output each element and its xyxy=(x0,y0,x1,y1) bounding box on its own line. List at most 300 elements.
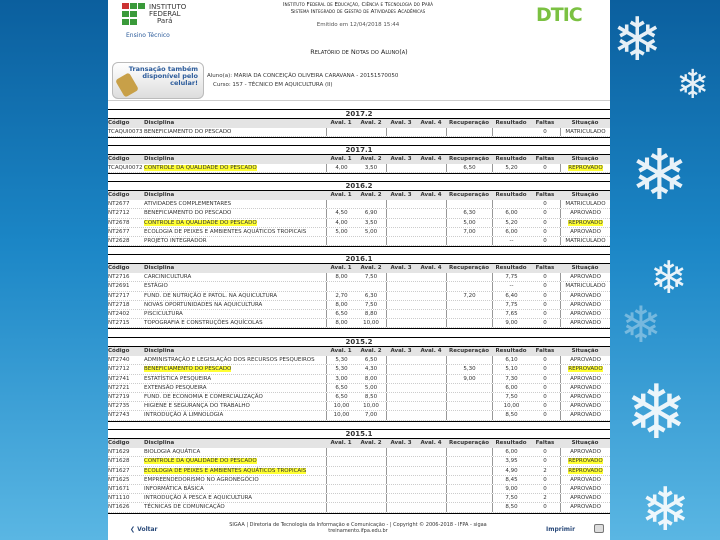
column-header: Situação xyxy=(571,192,599,198)
cell-status: APROVADO xyxy=(560,411,610,419)
highlight: ECOLOGIA DE PEIXES E AMBIENTES AQUÁTICOS TROPICAIS xyxy=(144,467,307,474)
cell-result: 8,50 xyxy=(492,503,530,511)
cell-aval4 xyxy=(416,384,446,392)
cell-aval1: 8,00 xyxy=(326,273,356,281)
cell-discipline: FUND. DE NUTRIÇÃO E PATOL. NA AQUICULTURA xyxy=(144,292,277,299)
cell-absences: 0 xyxy=(543,504,547,511)
banner-text: Transação também disponível pelo celular! xyxy=(128,65,198,87)
table-row xyxy=(108,228,610,237)
course-name: Curso: 157 - TÉCNICO EM AQUICULTURA (II) xyxy=(213,82,333,88)
cell-code: NT2717 xyxy=(108,292,130,299)
cell-aval2: 10,00 xyxy=(363,320,379,327)
cell-discipline: INTRODUÇÃO À LIMNOLOGIA xyxy=(144,412,224,419)
column-header: Aval. 4 xyxy=(420,120,442,126)
print-button[interactable]: Imprimir xyxy=(546,526,576,533)
semester-title: 2016.2 xyxy=(108,181,610,191)
cell-code: NT1629 xyxy=(108,449,130,456)
cell-aval2: 3,50 xyxy=(364,219,378,226)
table-row xyxy=(108,384,610,393)
cell-absences: 0 xyxy=(543,210,547,217)
cell-aval1: 10,00 xyxy=(326,402,356,410)
cell-aval1 xyxy=(326,485,356,493)
cell-discipline: BIOLOGIA AQUÁTICA xyxy=(144,449,201,456)
table-end xyxy=(108,173,610,174)
cell-aval4 xyxy=(416,164,446,172)
highlight: REPROVADO xyxy=(568,366,603,373)
cell-aval3 xyxy=(386,164,416,172)
column-header: Aval. 3 xyxy=(390,120,412,126)
cell-aval3 xyxy=(386,219,416,227)
table-header xyxy=(108,439,610,448)
cell-result: 9,00 xyxy=(492,319,530,327)
cell-aval2: 8,50 xyxy=(364,393,378,400)
cell-result: 6,00 xyxy=(492,228,530,236)
column-header: Resultado xyxy=(495,156,527,162)
cell-aval2 xyxy=(356,503,386,511)
cell-aval4 xyxy=(416,310,446,318)
cell-recovery: 5,30 xyxy=(446,365,492,373)
snowflake-icon: ❄ xyxy=(612,5,663,75)
cell-aval4 xyxy=(416,476,446,484)
semester-table xyxy=(108,429,610,514)
cell-result: 5,20 xyxy=(492,219,530,227)
cell-status: APROVADO xyxy=(560,228,610,236)
column-header: Situação xyxy=(571,156,599,162)
cell-recovery xyxy=(446,448,492,456)
table-end xyxy=(108,137,610,138)
cell-result: 8,45 xyxy=(492,476,530,484)
cell-aval3 xyxy=(386,209,416,217)
cell-aval1 xyxy=(326,237,356,245)
table-row xyxy=(108,485,610,494)
report-title: Relatório de Notas do Aluno(a) xyxy=(310,48,408,56)
highlight: CONTROLE DA QUALIDADE DO PESCADO xyxy=(144,165,257,172)
column-header: Disciplina xyxy=(144,156,175,162)
cell-result: 9,00 xyxy=(492,485,530,493)
table-row xyxy=(108,393,610,402)
highlight: BENEFICIAMENTO DO PESCADO xyxy=(144,366,232,373)
column-header: Resultado xyxy=(495,265,527,271)
cell-recovery xyxy=(446,301,492,309)
cell-aval3 xyxy=(386,467,416,475)
highlight: REPROVADO xyxy=(568,458,603,465)
cell-result: -- xyxy=(492,282,530,290)
cell-code: NT2735 xyxy=(108,403,130,410)
cell-aval2 xyxy=(356,282,386,290)
cell-aval2 xyxy=(356,448,386,456)
cell-aval2 xyxy=(356,476,386,484)
highlight: CONTROLE DA QUALIDADE DO PESCADO xyxy=(144,219,257,226)
cell-result: 8,50 xyxy=(492,411,530,419)
cell-aval2: 7,00 xyxy=(364,412,378,419)
cell-result: 6,00 xyxy=(492,209,530,217)
cell-absences: 0 xyxy=(543,393,547,400)
phone-icon xyxy=(115,72,139,97)
snowflake-icon: ❄ xyxy=(630,134,689,216)
cell-discipline: BENEFICIAMENTO DO PESCADO xyxy=(144,210,232,217)
cell-absences: 0 xyxy=(543,357,547,364)
cell-status xyxy=(560,365,610,373)
cell-code: NT1625 xyxy=(108,476,130,483)
cell-code: TCAQUI0073 xyxy=(108,129,143,136)
highlight: REPROVADO xyxy=(568,165,603,172)
cell-aval1: 4,00 xyxy=(326,164,356,172)
cell-aval1: 4,50 xyxy=(326,209,356,217)
cell-recovery: 9,00 xyxy=(446,375,492,383)
cell-aval2: 8,00 xyxy=(364,375,378,382)
cell-aval1: 6,50 xyxy=(326,393,356,401)
cell-aval1 xyxy=(326,476,356,484)
cell-code: NT2741 xyxy=(108,375,130,382)
cell-aval3 xyxy=(386,128,416,136)
table-header xyxy=(108,119,610,128)
highlight: REPROVADO xyxy=(568,219,603,226)
cell-absences: 0 xyxy=(543,201,547,208)
cell-discipline: BENEFICIAMENTO DO PESCADO xyxy=(144,129,232,136)
column-header: Resultado xyxy=(495,348,527,354)
cell-status xyxy=(560,219,610,227)
cell-discipline: ESTATÍSTICA PESQUEIRA xyxy=(144,375,212,382)
cell-aval3 xyxy=(386,393,416,401)
column-header: Disciplina xyxy=(144,440,175,446)
cell-status: APROVADO xyxy=(560,292,610,300)
cell-aval3 xyxy=(386,292,416,300)
cell-code: NT2677 xyxy=(108,201,130,208)
cell-status: APROVADO xyxy=(560,273,610,281)
column-header: Aval. 1 xyxy=(330,156,352,162)
snowflake-icon: ❄ xyxy=(676,62,710,108)
cell-recovery: 6,30 xyxy=(446,209,492,217)
column-header: Aval. 4 xyxy=(420,192,442,198)
cell-recovery: 6,50 xyxy=(446,164,492,172)
cell-absences: 0 xyxy=(543,237,547,244)
cell-code: NT2740 xyxy=(108,357,130,364)
cell-discipline: EXTENSÃO PESQUEIRA xyxy=(144,384,207,391)
cell-discipline: FUND. DE ECONOMIA E COMERCIALIZAÇÃO xyxy=(144,393,263,400)
column-header: Código xyxy=(108,120,130,126)
cell-aval4 xyxy=(416,448,446,456)
cell-absences: 0 xyxy=(543,403,547,410)
cell-absences: 2 xyxy=(543,467,547,474)
column-header: Recuperação xyxy=(449,120,489,126)
column-header: Recuperação xyxy=(449,192,489,198)
cell-aval2 xyxy=(356,237,386,245)
column-header: Aval. 1 xyxy=(330,120,352,126)
cell-discipline: TÉCNICAS DE COMUNICAÇÃO xyxy=(144,504,225,511)
cell-aval2: 8,80 xyxy=(364,310,378,317)
semester-title: 2015.1 xyxy=(108,429,610,439)
cell-code: NT1627 xyxy=(108,467,130,474)
footer-host: treinamento.ifpa.edu.br xyxy=(328,528,388,534)
divider xyxy=(108,100,610,101)
dtic-logo: DTIC xyxy=(536,4,582,26)
cell-result: 6,40 xyxy=(492,292,530,300)
cell-aval3 xyxy=(386,319,416,327)
cell-discipline: INTRODUÇÃO À PESCA E AQUICULTURA xyxy=(144,495,253,502)
cell-absences: 0 xyxy=(543,449,547,456)
cell-recovery xyxy=(446,384,492,392)
cell-status: APROVADO xyxy=(560,448,610,456)
column-header: Aval. 3 xyxy=(390,192,412,198)
cell-recovery xyxy=(446,402,492,410)
cell-absences: 0 xyxy=(543,301,547,308)
cell-aval1: 2,70 xyxy=(326,292,356,300)
column-header: Aval. 2 xyxy=(360,192,382,198)
cell-aval3 xyxy=(386,503,416,511)
cell-aval1 xyxy=(326,467,356,475)
cell-discipline xyxy=(144,467,326,475)
table-row xyxy=(108,164,610,173)
table-row xyxy=(108,375,610,384)
semester-title: 2016.1 xyxy=(108,254,610,264)
cell-code: NT2716 xyxy=(108,274,130,281)
cell-aval1: 6,50 xyxy=(326,384,356,392)
cell-discipline: PROJETO INTEGRADOR xyxy=(144,237,207,244)
cell-code: NT2719 xyxy=(108,393,130,400)
cell-result: 7,30 xyxy=(492,375,530,383)
cell-absences: 0 xyxy=(543,366,547,373)
table-row xyxy=(108,301,610,310)
cell-aval3 xyxy=(386,200,416,208)
cell-discipline: TOPOGRAFIA E CONSTRUÇÕES AQUÍCOLAS xyxy=(144,320,263,327)
cell-result: 5,20 xyxy=(492,164,530,172)
cell-aval4 xyxy=(416,237,446,245)
cell-aval2: 4,30 xyxy=(364,366,378,373)
table-end xyxy=(108,328,610,329)
table-row xyxy=(108,219,610,228)
cell-aval4 xyxy=(416,467,446,475)
cell-aval3 xyxy=(386,375,416,383)
cell-status: APROVADO xyxy=(560,356,610,364)
cell-aval2 xyxy=(356,128,386,136)
cell-discipline: NOVAS OPORTUNIDADES NA AQUICULTURA xyxy=(144,301,263,308)
cell-result: 5,10 xyxy=(492,365,530,373)
cell-result: 10,00 xyxy=(492,402,530,410)
cell-aval3 xyxy=(386,476,416,484)
table-row xyxy=(108,402,610,411)
cell-aval3 xyxy=(386,356,416,364)
table-row xyxy=(108,209,610,218)
cell-aval4 xyxy=(416,365,446,373)
cell-recovery xyxy=(446,476,492,484)
cell-recovery: 5,00 xyxy=(446,219,492,227)
column-header: Código xyxy=(108,192,130,198)
table-row xyxy=(108,319,610,328)
cell-aval1: 10,00 xyxy=(326,411,356,419)
cell-discipline: PISCICULTURA xyxy=(144,310,183,317)
cell-status: APROVADO xyxy=(560,494,610,502)
cell-aval2: 6,50 xyxy=(364,357,378,364)
table-header xyxy=(108,264,610,273)
column-header: Disciplina xyxy=(144,348,175,354)
cell-aval4 xyxy=(416,485,446,493)
cell-discipline: CARCINICULTURA xyxy=(144,274,192,281)
column-header: Recuperação xyxy=(449,265,489,271)
cell-aval3 xyxy=(386,365,416,373)
cell-aval4 xyxy=(416,292,446,300)
cell-status: APROVADO xyxy=(560,375,610,383)
cell-result xyxy=(492,200,530,208)
table-row xyxy=(108,273,610,282)
cell-status: APROVADO xyxy=(560,384,610,392)
cell-aval4 xyxy=(416,228,446,236)
table-row xyxy=(108,237,610,246)
cell-code: NT2715 xyxy=(108,320,130,327)
cell-aval3 xyxy=(386,457,416,465)
logo-text: INSTITUTO xyxy=(149,3,187,11)
cell-discipline: ATIVIDADES COMPLEMENTARES xyxy=(144,201,232,208)
cell-absences: 0 xyxy=(543,292,547,299)
cell-status xyxy=(560,467,610,475)
cell-status xyxy=(560,164,610,172)
cell-discipline: ESTÁGIO xyxy=(144,283,168,290)
semester-table xyxy=(108,109,610,138)
cell-status: MATRICULADO xyxy=(560,128,610,136)
column-header: Resultado xyxy=(495,440,527,446)
cell-status: APROVADO xyxy=(560,319,610,327)
table-row xyxy=(108,292,610,301)
cell-code: NT2718 xyxy=(108,301,130,308)
cell-aval3 xyxy=(386,384,416,392)
table-header xyxy=(108,155,610,164)
semester-table xyxy=(108,181,610,247)
column-header: Aval. 1 xyxy=(330,192,352,198)
column-header: Aval. 2 xyxy=(360,120,382,126)
cell-status: MATRICULADO xyxy=(560,282,610,290)
table-row xyxy=(108,457,610,466)
cell-aval3 xyxy=(386,228,416,236)
cell-recovery xyxy=(446,128,492,136)
column-header: Aval. 1 xyxy=(330,348,352,354)
cell-aval4 xyxy=(416,393,446,401)
semester-title: 2015.2 xyxy=(108,337,610,347)
column-header: Aval. 2 xyxy=(360,348,382,354)
cell-aval3 xyxy=(386,402,416,410)
table-row xyxy=(108,503,610,512)
cell-recovery xyxy=(446,457,492,465)
column-header: Aval. 4 xyxy=(420,265,442,271)
column-header: Situação xyxy=(571,348,599,354)
cell-aval4 xyxy=(416,457,446,465)
cell-aval3 xyxy=(386,494,416,502)
cell-aval4 xyxy=(416,282,446,290)
cell-aval4 xyxy=(416,273,446,281)
cell-status: APROVADO xyxy=(560,476,610,484)
cell-aval2: 7,50 xyxy=(364,301,378,308)
cell-discipline: HIGIENE E SEGURANÇA DO TRABALHO xyxy=(144,403,250,410)
cell-aval1 xyxy=(326,448,356,456)
table-row xyxy=(108,476,610,485)
cell-code: NT2743 xyxy=(108,412,130,419)
column-header: Resultado xyxy=(495,120,527,126)
semester-table xyxy=(108,254,610,329)
column-header: Situação xyxy=(571,440,599,446)
cell-result: 6,10 xyxy=(492,356,530,364)
table-row xyxy=(108,494,610,503)
printer-icon[interactable] xyxy=(594,524,604,533)
back-button[interactable]: ❮ Voltar xyxy=(130,526,158,533)
mobile-banner[interactable] xyxy=(112,62,204,99)
column-header: Recuperação xyxy=(449,156,489,162)
table-row xyxy=(108,365,610,374)
column-header: Disciplina xyxy=(144,192,175,198)
cell-result: 6,00 xyxy=(492,384,530,392)
cell-absences: 0 xyxy=(543,165,547,172)
table-row xyxy=(108,448,610,457)
cell-code: NT1671 xyxy=(108,485,130,492)
cell-discipline xyxy=(144,457,326,465)
cell-aval3 xyxy=(386,301,416,309)
cell-discipline xyxy=(144,365,326,373)
cell-aval4 xyxy=(416,411,446,419)
cell-aval4 xyxy=(416,200,446,208)
cell-aval2 xyxy=(356,200,386,208)
highlight: CONTROLE DA QUALIDADE DO PESCADO xyxy=(144,458,257,465)
cell-code: NT2402 xyxy=(108,310,130,317)
cell-result: 7,75 xyxy=(492,273,530,281)
column-header: Aval. 4 xyxy=(420,348,442,354)
cell-result: 7,50 xyxy=(492,393,530,401)
cell-aval1 xyxy=(326,200,356,208)
cell-status: MATRICULADO xyxy=(560,237,610,245)
table-row xyxy=(108,200,610,209)
cell-result: 7,75 xyxy=(492,301,530,309)
cell-result: 3,95 xyxy=(492,457,530,465)
cell-absences: 0 xyxy=(543,129,547,136)
table-end xyxy=(108,421,610,422)
cell-aval4 xyxy=(416,209,446,217)
cell-recovery xyxy=(446,393,492,401)
cell-aval2 xyxy=(356,457,386,465)
cell-result: 7,50 xyxy=(492,494,530,502)
cell-aval2: 6,30 xyxy=(364,292,378,299)
cell-aval4 xyxy=(416,375,446,383)
cell-aval2: 7,50 xyxy=(364,274,378,281)
cell-aval3 xyxy=(386,411,416,419)
table-row xyxy=(108,356,610,365)
column-header: Código xyxy=(108,440,130,446)
cell-recovery xyxy=(446,319,492,327)
column-header: Resultado xyxy=(495,192,527,198)
column-header: Faltas xyxy=(535,348,555,354)
cell-aval1: 5,30 xyxy=(326,356,356,364)
cell-absences: 0 xyxy=(543,412,547,419)
column-header: Aval. 3 xyxy=(390,440,412,446)
cell-aval4 xyxy=(416,219,446,227)
column-header: Aval. 2 xyxy=(360,440,382,446)
cell-absences: 0 xyxy=(543,219,547,226)
cell-recovery xyxy=(446,310,492,318)
table-end xyxy=(108,513,610,514)
cell-aval1: 8,00 xyxy=(326,301,356,309)
cell-discipline: ECOLOGIA DE PEIXES E AMBIENTES AQUÁTICOS TROPICAIS xyxy=(144,228,307,235)
cell-aval1 xyxy=(326,457,356,465)
column-header: Disciplina xyxy=(144,120,175,126)
table-header xyxy=(108,191,610,200)
cell-aval2: 5,00 xyxy=(364,384,378,391)
cell-aval1: 5,30 xyxy=(326,365,356,373)
cell-code: NT2712 xyxy=(108,210,130,217)
cell-absences: 2 xyxy=(543,495,547,502)
cell-status: APROVADO xyxy=(560,402,610,410)
table-row xyxy=(108,282,610,291)
column-header: Faltas xyxy=(535,120,555,126)
cell-code: TCAQUI0072 xyxy=(108,165,143,172)
cell-discipline: EMPREENDEDORISMO NO AGRONEGÓCIO xyxy=(144,476,259,483)
column-header: Disciplina xyxy=(144,265,175,271)
footer-copyright: SIGAA | Diretoria de Tecnologia da Informação e Comunicação - | Copyright © 2006-2018 - IFPA - sigaa xyxy=(229,522,487,528)
column-header: Código xyxy=(108,156,130,162)
